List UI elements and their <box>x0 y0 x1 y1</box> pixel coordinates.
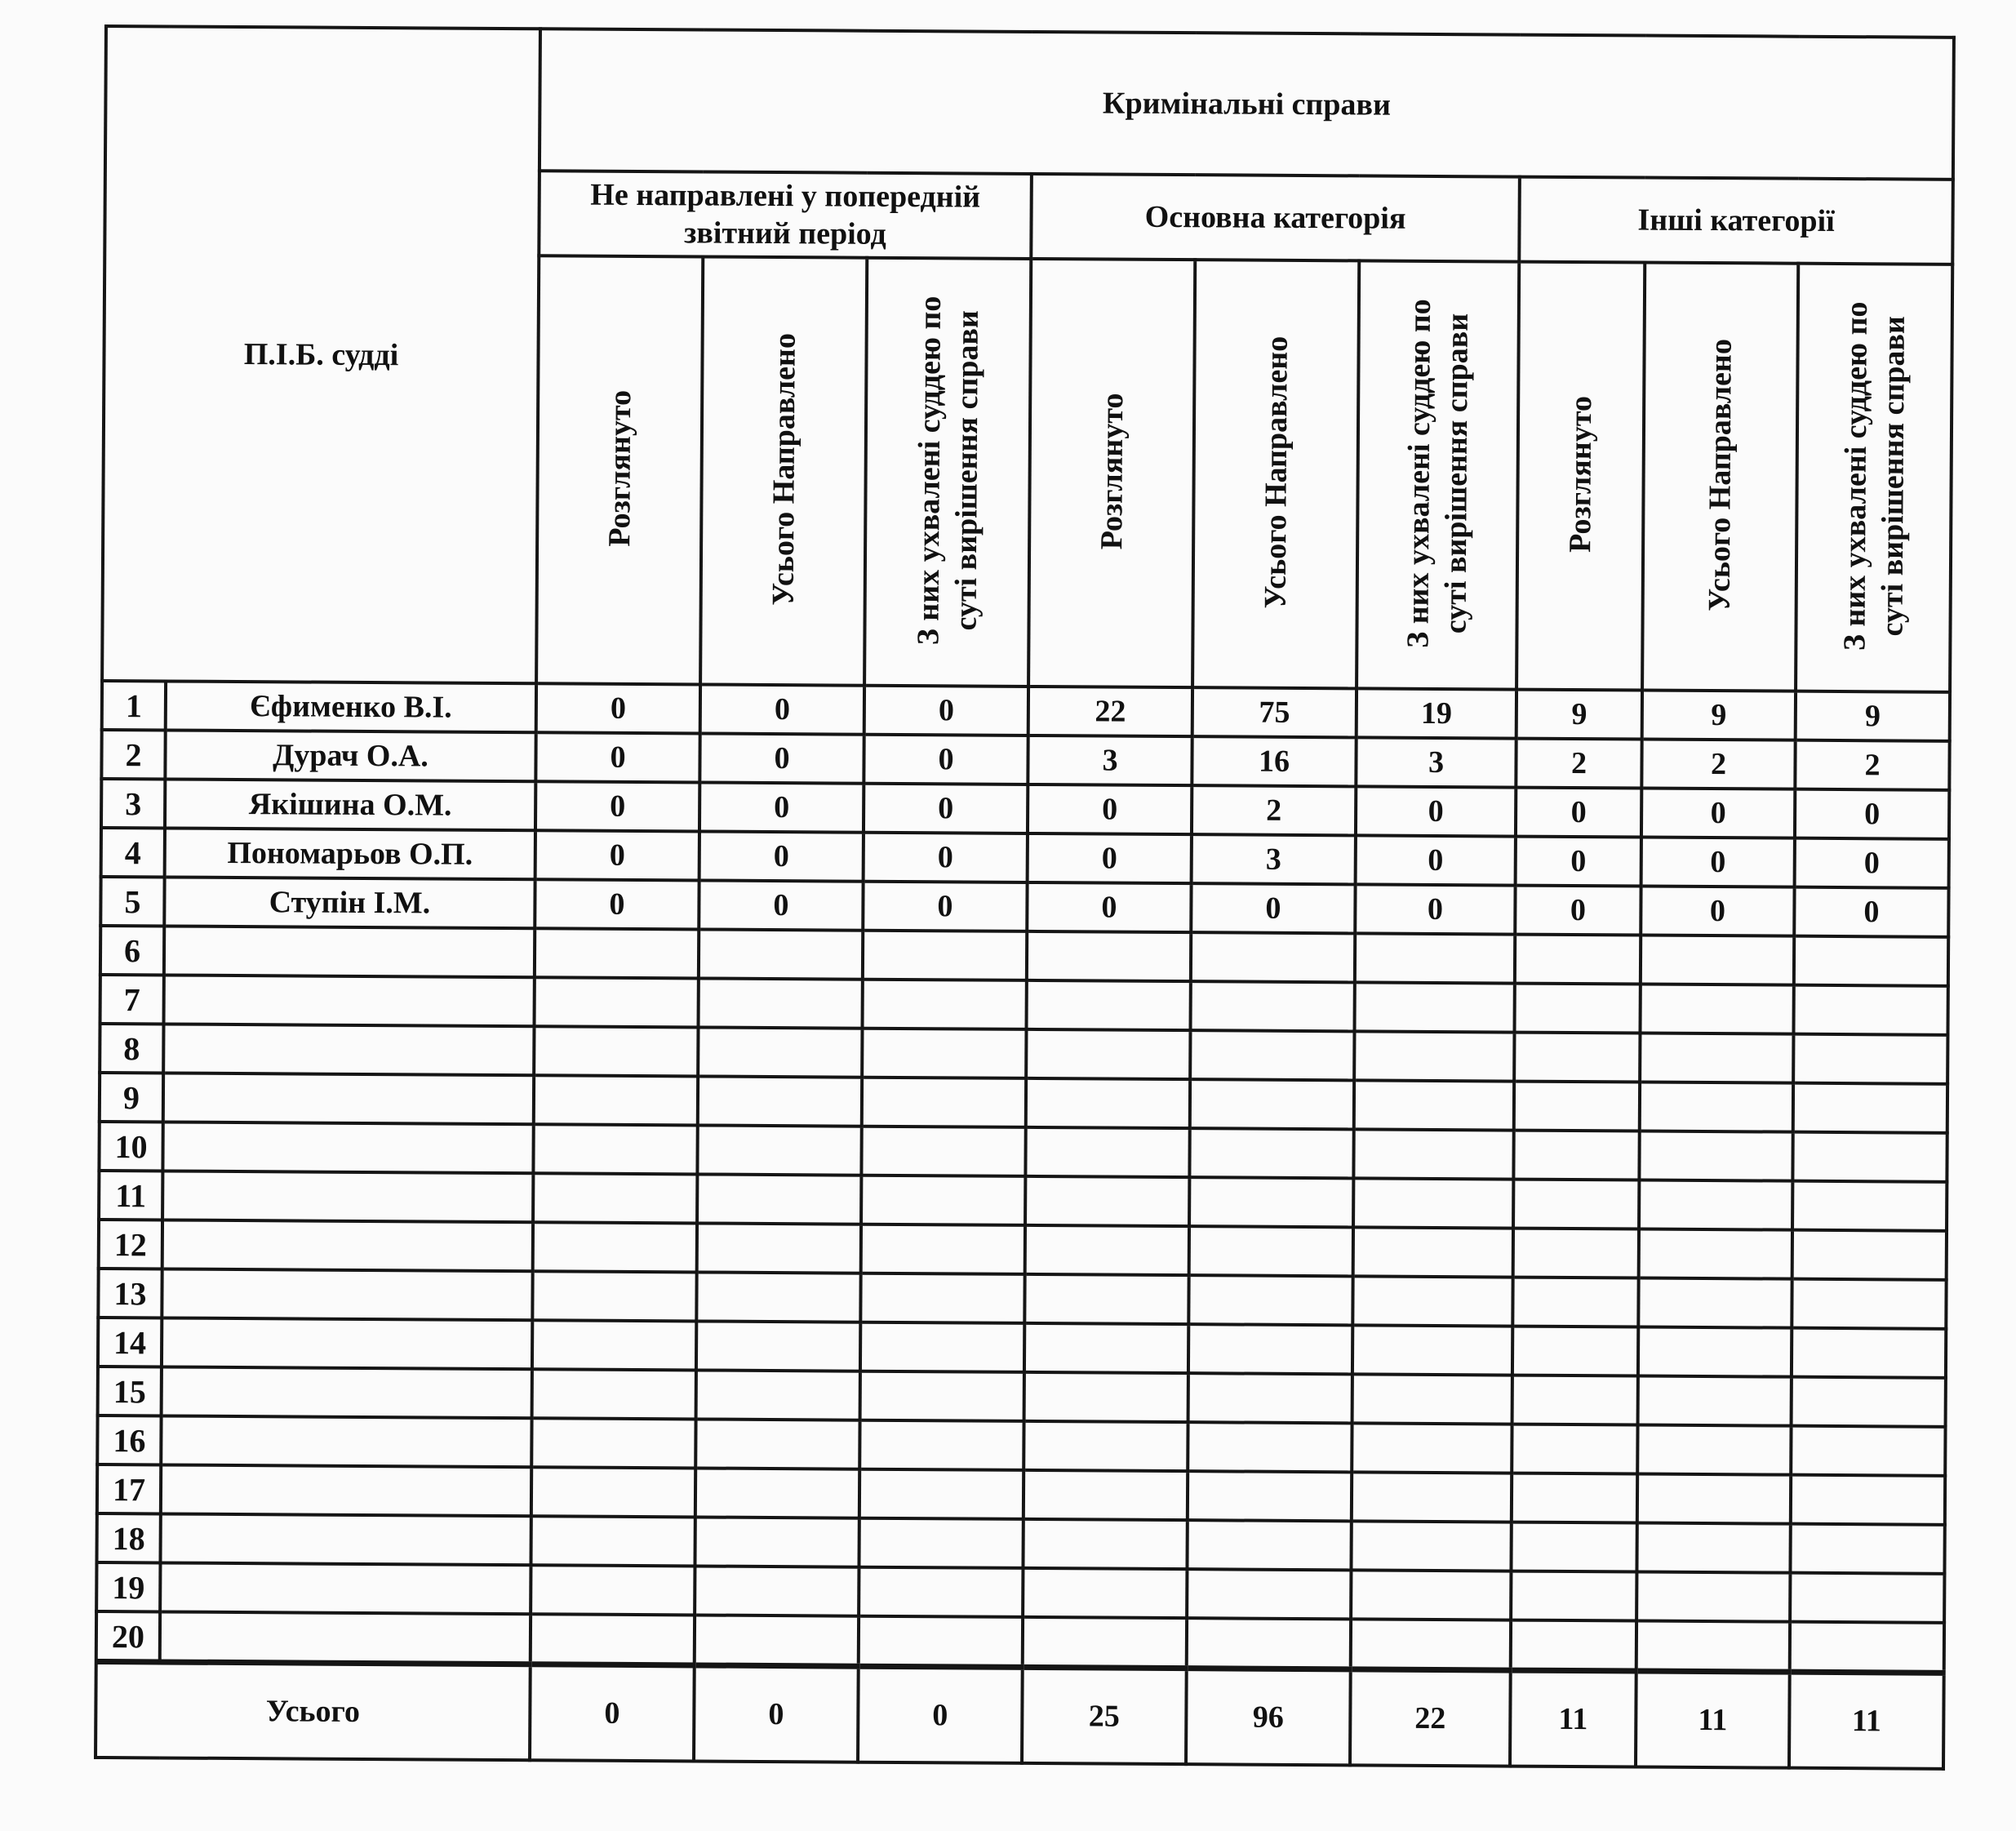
value-cell <box>1023 1568 1187 1618</box>
subcolumn-label: Усього Направлено <box>766 332 802 606</box>
value-cell <box>1512 1424 1637 1474</box>
row-number: 9 <box>100 1073 163 1122</box>
judge-name <box>162 1318 532 1369</box>
value-cell: 0 <box>1028 784 1192 834</box>
value-cell <box>860 1273 1024 1323</box>
value-cell: 22 <box>1028 687 1192 736</box>
judge-name <box>163 1024 534 1075</box>
judge-cases-table <box>94 24 1956 1771</box>
value-cell: 2 <box>1192 785 1356 835</box>
value-cell <box>533 1222 697 1272</box>
value-cell <box>1641 984 1794 1034</box>
value-cell <box>863 931 1027 980</box>
value-cell <box>1793 1083 1947 1133</box>
subcolumn-label: З них ухвалені суддею по суті вирішення справи <box>1836 300 1912 651</box>
value-cell <box>695 1615 859 1666</box>
value-cell <box>1640 1082 1793 1132</box>
value-cell <box>1025 1176 1189 1226</box>
value-cell <box>1352 1423 1512 1473</box>
value-cell <box>1790 1622 1944 1673</box>
value-cell: 0 <box>1356 786 1516 836</box>
value-cell <box>1026 1078 1190 1128</box>
value-cell <box>1792 1279 1946 1329</box>
value-cell <box>695 1566 859 1615</box>
value-cell <box>1512 1278 1638 1327</box>
judge-name <box>160 1611 531 1664</box>
value-cell <box>1188 1324 1352 1374</box>
value-cell: 0 <box>536 683 700 733</box>
value-cell: 2 <box>1641 740 1795 789</box>
total-cell: 25 <box>1022 1667 1187 1764</box>
row-number: 14 <box>98 1318 162 1367</box>
value-cell: 0 <box>535 879 699 929</box>
value-cell <box>1641 935 1794 985</box>
value-cell <box>696 1321 860 1371</box>
value-cell <box>1639 1131 1792 1181</box>
value-cell: 16 <box>1192 736 1356 786</box>
value-cell <box>533 1173 697 1223</box>
value-cell <box>534 1026 698 1076</box>
row-number: 12 <box>99 1220 162 1269</box>
value-cell <box>862 1078 1026 1127</box>
table-footer <box>95 1661 1944 1768</box>
row-number: 4 <box>101 828 165 877</box>
value-cell <box>532 1320 696 1370</box>
value-cell: 0 <box>1355 884 1515 934</box>
value-cell <box>1639 1229 1792 1279</box>
value-cell <box>1513 1180 1639 1229</box>
value-cell <box>1189 1226 1353 1276</box>
value-cell <box>1189 1177 1353 1227</box>
value-cell <box>1353 1227 1513 1277</box>
value-cell <box>531 1516 695 1566</box>
value-cell <box>697 1125 861 1175</box>
row-number: 18 <box>96 1513 160 1562</box>
value-cell <box>695 1517 859 1567</box>
value-cell: 0 <box>1356 835 1516 885</box>
judge-name <box>162 1171 533 1222</box>
value-cell <box>861 1175 1025 1225</box>
row-number: 6 <box>100 926 164 975</box>
name-column-header: П.І.Б. судді <box>102 26 540 683</box>
value-cell <box>1513 1229 1639 1278</box>
value-cell: 0 <box>1516 837 1641 887</box>
value-cell: 0 <box>863 882 1027 931</box>
subcolumn-label: Усього Направлено <box>1702 338 1738 611</box>
value-cell <box>1511 1522 1636 1572</box>
value-cell <box>696 1272 860 1322</box>
value-cell <box>699 929 863 979</box>
value-cell <box>531 1418 695 1468</box>
subcolumn-header <box>1642 263 1798 691</box>
value-cell <box>861 1127 1025 1176</box>
value-cell <box>1511 1620 1636 1671</box>
value-cell <box>1637 1474 1791 1524</box>
value-cell: 0 <box>1191 883 1355 933</box>
value-cell <box>535 928 699 978</box>
row-number: 17 <box>97 1464 161 1513</box>
value-cell <box>1792 1328 1946 1378</box>
value-cell: 0 <box>1794 887 1948 937</box>
value-cell <box>1187 1569 1351 1619</box>
value-cell <box>1514 1033 1640 1082</box>
value-cell <box>531 1614 695 1665</box>
value-cell <box>1352 1325 1512 1375</box>
value-cell: 0 <box>535 830 699 880</box>
value-cell <box>1351 1619 1511 1670</box>
value-cell <box>1353 1178 1513 1228</box>
value-cell <box>1513 1131 1639 1180</box>
value-cell <box>1794 936 1948 986</box>
value-cell: 2 <box>1795 740 1949 790</box>
value-cell: 0 <box>699 782 864 832</box>
value-cell <box>1639 1180 1792 1230</box>
value-cell <box>1188 1373 1352 1423</box>
value-cell <box>1024 1323 1188 1373</box>
value-cell: 0 <box>1516 788 1641 838</box>
value-cell <box>1354 1031 1514 1081</box>
value-cell <box>1024 1470 1188 1520</box>
judge-name <box>160 1513 531 1565</box>
value-cell <box>1025 1127 1189 1177</box>
value-cell <box>1026 1029 1190 1079</box>
subcolumn-label: З них ухвалені суддею по суті вирішення справи <box>910 295 985 645</box>
value-cell <box>1188 1471 1352 1521</box>
judge-name <box>164 926 535 977</box>
total-cell: 0 <box>858 1666 1023 1763</box>
value-cell <box>1791 1475 1945 1525</box>
value-cell <box>534 1075 698 1125</box>
value-cell <box>699 978 863 1028</box>
value-cell <box>531 1467 695 1517</box>
value-cell <box>533 1124 697 1174</box>
total-cell: 22 <box>1350 1669 1511 1767</box>
row-number: 2 <box>101 730 165 779</box>
subcolumn-header <box>864 258 1031 687</box>
subcolumn-header <box>1796 264 1952 692</box>
value-cell <box>1353 1129 1513 1179</box>
value-cell <box>1352 1276 1512 1326</box>
value-cell <box>1024 1372 1188 1422</box>
value-cell <box>1023 1519 1187 1569</box>
value-cell: 3 <box>1028 736 1192 785</box>
judge-name <box>162 1269 532 1320</box>
total-cell: 0 <box>694 1665 859 1762</box>
total-label: Усього <box>95 1661 531 1760</box>
value-cell <box>1512 1473 1637 1523</box>
value-cell <box>1791 1426 1945 1476</box>
value-cell <box>1638 1327 1792 1377</box>
value-cell <box>531 1565 695 1615</box>
subcolumn-label: З них ухвалені суддею по суті вирішення справи <box>1401 298 1475 648</box>
total-cell: 11 <box>1510 1670 1636 1767</box>
judge-name: Пономарьов О.П. <box>165 828 535 879</box>
value-cell <box>1636 1523 1790 1573</box>
subcolumn-header <box>1028 259 1195 687</box>
row-number: 1 <box>102 681 166 730</box>
value-cell: 0 <box>864 784 1028 833</box>
judge-name <box>163 1073 534 1124</box>
group-header-main-category: Основна категорія <box>1031 174 1520 262</box>
value-cell: 0 <box>700 684 864 734</box>
table-body <box>96 681 1950 1673</box>
value-cell <box>535 977 699 1027</box>
value-cell: 3 <box>1356 737 1516 787</box>
subcolumn-label: Розглянуто <box>602 389 637 547</box>
value-cell <box>1512 1327 1638 1376</box>
row-number: 19 <box>96 1562 160 1611</box>
subcolumn-label: Розглянуто <box>1563 395 1599 553</box>
value-cell <box>1190 1030 1354 1080</box>
value-cell <box>1025 1225 1189 1275</box>
row-number: 8 <box>100 1024 163 1073</box>
value-cell <box>1792 1132 1947 1182</box>
total-cell: 96 <box>1186 1669 1351 1766</box>
value-cell: 9 <box>1516 690 1642 740</box>
value-cell <box>1794 985 1948 1035</box>
subcolumn-header <box>536 256 703 684</box>
value-cell <box>1636 1621 1790 1673</box>
subcolumn-header <box>1192 260 1359 688</box>
value-cell: 0 <box>1641 789 1795 838</box>
subcolumn-header <box>1516 262 1645 691</box>
row-number: 13 <box>98 1269 162 1318</box>
value-cell <box>532 1369 696 1419</box>
row-number: 15 <box>98 1367 162 1415</box>
value-cell: 0 <box>1795 789 1949 839</box>
value-cell <box>1790 1524 1944 1574</box>
value-cell: 0 <box>1027 882 1191 932</box>
row-number: 20 <box>96 1611 160 1662</box>
value-cell <box>698 1027 862 1077</box>
value-cell <box>1351 1521 1511 1571</box>
value-cell <box>698 1076 862 1126</box>
value-cell: 0 <box>535 781 699 831</box>
value-cell <box>1792 1230 1947 1280</box>
judge-name <box>160 1562 531 1614</box>
value-cell <box>1027 931 1191 981</box>
value-cell <box>1023 1617 1187 1669</box>
value-cell <box>1793 1034 1947 1084</box>
value-cell: 0 <box>1795 838 1949 888</box>
row-number: 5 <box>100 877 164 926</box>
group-header-not-sent: Не направлені у попередній звітний період <box>539 171 1032 259</box>
value-cell <box>1191 981 1355 1031</box>
value-cell <box>1515 935 1641 984</box>
value-cell: 0 <box>699 880 863 930</box>
judge-name <box>161 1464 531 1516</box>
row-number: 3 <box>101 779 165 828</box>
value-cell: 75 <box>1192 687 1357 737</box>
value-cell <box>1637 1425 1791 1475</box>
value-cell: 0 <box>535 732 699 782</box>
subcolumn-label: Розглянуто <box>1094 393 1130 550</box>
value-cell <box>1190 1079 1354 1129</box>
value-cell: 9 <box>1642 691 1796 740</box>
value-cell <box>1512 1375 1638 1425</box>
value-cell <box>859 1567 1023 1617</box>
value-cell <box>1355 982 1515 1032</box>
value-cell: 2 <box>1516 739 1641 789</box>
value-cell <box>1355 933 1515 983</box>
judge-name <box>162 1220 533 1271</box>
judge-name <box>162 1367 532 1418</box>
value-cell <box>1352 1374 1512 1424</box>
value-cell <box>1188 1422 1352 1472</box>
value-cell: 3 <box>1192 834 1356 884</box>
value-cell <box>1511 1571 1636 1621</box>
value-cell <box>1027 980 1191 1030</box>
value-cell <box>697 1174 861 1224</box>
judge-name <box>161 1415 531 1467</box>
value-cell <box>1514 1082 1640 1131</box>
judge-name: Якішина О.М. <box>165 779 535 830</box>
value-cell <box>859 1469 1024 1519</box>
value-cell: 0 <box>699 831 864 881</box>
table-header <box>102 26 1954 692</box>
total-cell: 11 <box>1789 1672 1944 1769</box>
value-cell: 0 <box>864 735 1028 784</box>
value-cell <box>859 1616 1023 1668</box>
judge-name <box>164 975 535 1026</box>
value-cell <box>1792 1377 1946 1427</box>
value-cell <box>860 1371 1024 1421</box>
value-cell: 9 <box>1796 691 1950 741</box>
value-cell: 0 <box>1641 838 1795 887</box>
value-cell: 0 <box>1641 887 1794 936</box>
value-cell <box>1792 1181 1947 1231</box>
judge-name: Дурач О.А. <box>165 730 535 781</box>
value-cell: 0 <box>1028 833 1192 883</box>
value-cell <box>1354 1080 1514 1130</box>
criminal-cases-header: Кримінальні справи <box>540 29 1954 180</box>
value-cell <box>1636 1572 1790 1622</box>
value-cell <box>695 1419 859 1469</box>
value-cell <box>863 980 1027 1029</box>
value-cell <box>859 1420 1024 1470</box>
value-cell: 0 <box>1515 886 1641 935</box>
judge-name: Ступін І.М. <box>164 877 535 928</box>
value-cell <box>1352 1472 1512 1522</box>
value-cell <box>1187 1520 1351 1570</box>
value-cell <box>1189 1128 1353 1178</box>
value-cell <box>695 1468 859 1518</box>
value-cell <box>1638 1376 1792 1426</box>
row-number: 11 <box>99 1171 162 1220</box>
total-cell: 0 <box>530 1664 695 1762</box>
header-row-main <box>105 26 1954 180</box>
value-cell <box>1188 1275 1352 1325</box>
total-row <box>95 1661 1944 1768</box>
value-cell <box>1191 932 1355 982</box>
value-cell <box>859 1518 1023 1568</box>
value-cell: 0 <box>864 686 1028 736</box>
value-cell <box>696 1370 860 1420</box>
row-number: 7 <box>100 975 164 1024</box>
value-cell: 19 <box>1357 688 1516 738</box>
row-number: 16 <box>97 1415 161 1464</box>
value-cell: 0 <box>864 833 1028 882</box>
value-cell <box>1638 1278 1792 1328</box>
value-cell <box>1351 1570 1511 1620</box>
value-cell <box>1024 1274 1188 1324</box>
group-header-other-categories: Інші категорії <box>1519 177 1953 264</box>
row-number: 10 <box>99 1122 162 1171</box>
subcolumn-header <box>1357 260 1519 689</box>
total-cell: 11 <box>1636 1671 1790 1768</box>
value-cell <box>1790 1573 1944 1623</box>
value-cell: 0 <box>699 733 864 783</box>
value-cell <box>1187 1618 1351 1669</box>
subcolumn-header <box>700 256 867 685</box>
value-cell <box>860 1322 1024 1372</box>
value-cell <box>1640 1033 1793 1083</box>
judge-name <box>162 1122 533 1173</box>
value-cell <box>532 1271 696 1321</box>
judge-name: Єфименко В.І. <box>166 681 536 732</box>
value-cell <box>862 1029 1026 1078</box>
value-cell <box>1515 984 1641 1033</box>
value-cell <box>861 1224 1025 1274</box>
subcolumn-label: Усього Направлено <box>1258 336 1294 609</box>
value-cell <box>1024 1421 1188 1471</box>
value-cell <box>697 1223 861 1273</box>
